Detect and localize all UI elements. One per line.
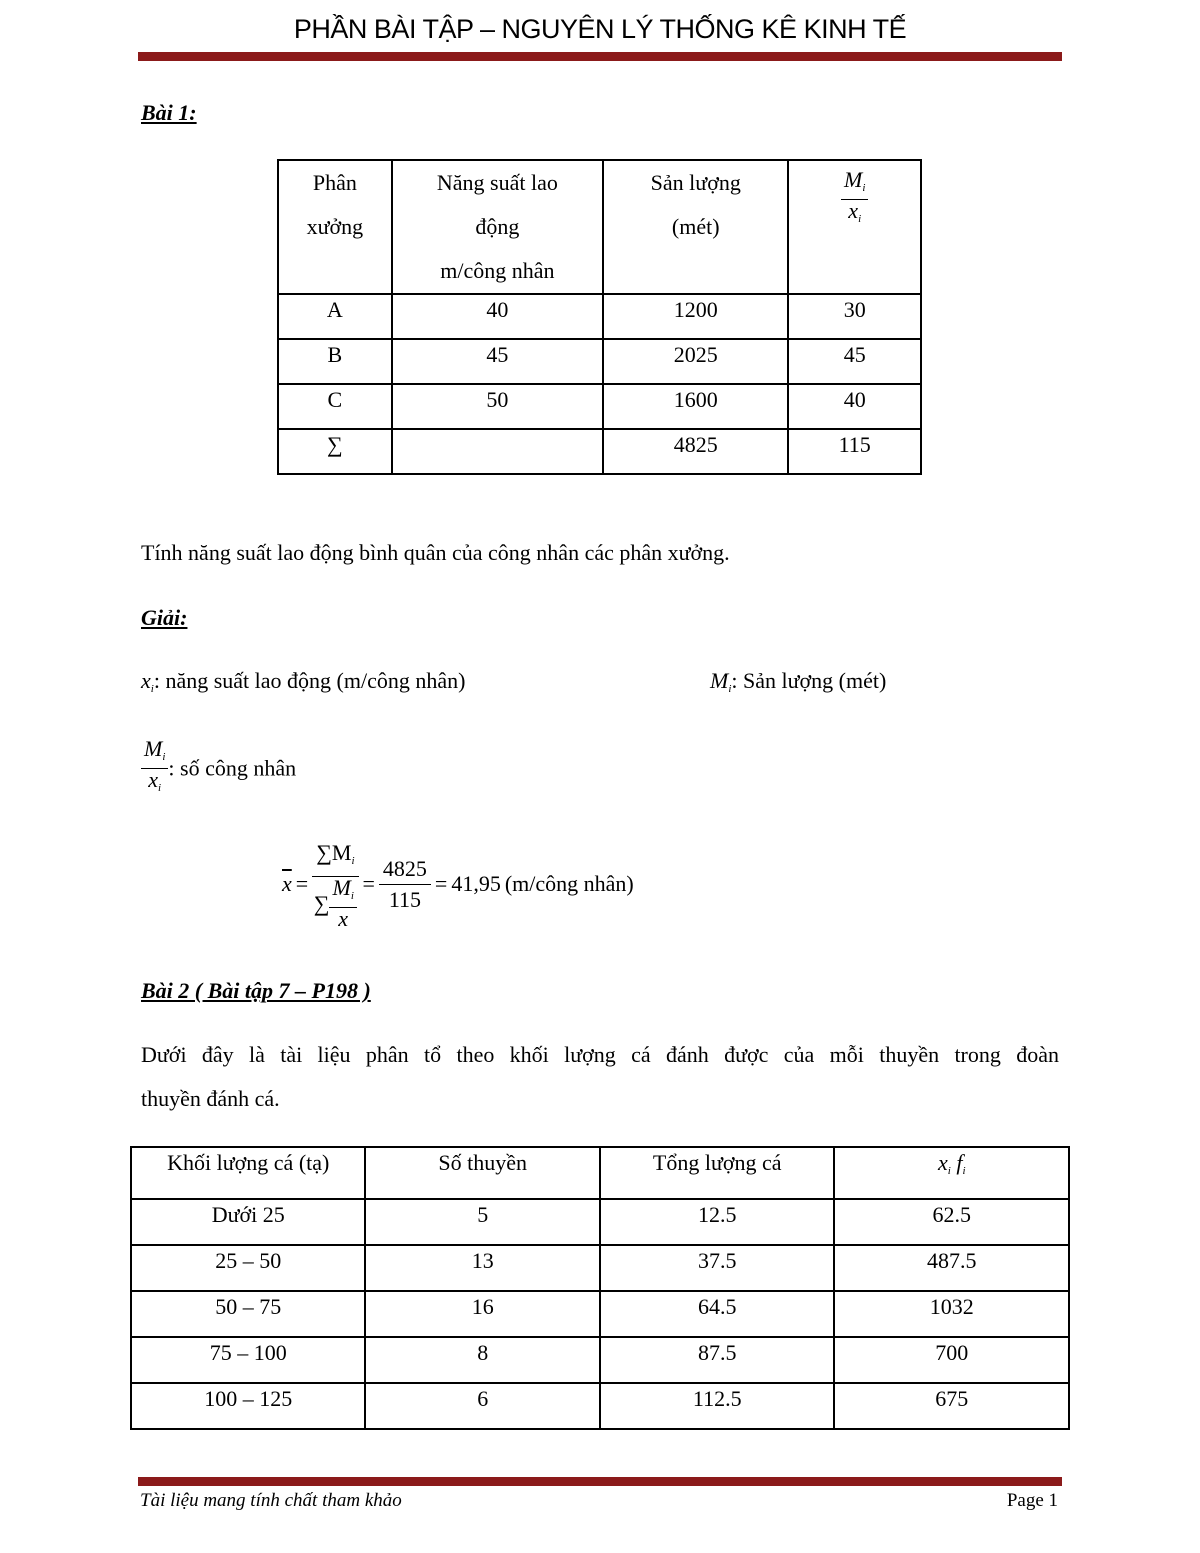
solution-heading: Giải: <box>141 605 188 630</box>
bai2-intro-line1: Dưới đây là tài liệu phân tổ theo khối lượng cá đánh được của mỗi thuyền trong đoàn <box>141 1042 1059 1067</box>
header-cell-xf: $x_i$ $f_i$ <box>834 1147 1069 1199</box>
footer-rule <box>138 1477 1062 1486</box>
formula-fraction-1: $\sum M_i$ ∑ $\frac{M_i}{x}$ <box>312 838 358 930</box>
bai2-heading: Bài 2 ( Bài tập 7 – P198 ) <box>141 978 371 1003</box>
header-cell: Năng suất lao động m/công nhân <box>392 160 603 294</box>
table-row: 100 – 125 6 112.5 675 <box>131 1383 1069 1429</box>
page-header-title: PHẦN BÀI TẬP – NGUYÊN LÝ THỐNG KÊ KINH TẾ <box>293 14 907 44</box>
bai1-table <box>277 159 922 475</box>
header-cell: Sản lượng (mét) <box>603 160 788 294</box>
bai2-intro-line2: thuyền đánh cá. <box>141 1086 280 1111</box>
table-row: C 50 1600 40 <box>278 384 921 429</box>
footer-note: Tài liệu mang tính chất tham khảo <box>140 1490 402 1511</box>
header-cell: Phân xưởng <box>278 160 392 294</box>
header-rule <box>138 52 1062 61</box>
bai2-table <box>130 1146 1070 1430</box>
page-number: Page 1 <box>1006 1490 1058 1511</box>
table-header-row <box>278 160 921 294</box>
table-row: 25 – 50 13 37.5 487.5 <box>131 1245 1069 1291</box>
table-row: B 45 2025 45 <box>278 339 921 384</box>
table-row: 50 – 75 16 64.5 1032 <box>131 1291 1069 1337</box>
definition-m: $M_i$: Sản lượng (mét) <box>710 668 887 695</box>
definition-ratio: $\frac{M_i}{x_i}$ : số công nhân <box>141 738 296 799</box>
table-row-total: ∑ 4825 115 <box>278 429 921 474</box>
table-row: 75 – 100 8 87.5 700 <box>131 1337 1069 1383</box>
ratio-fraction: $\frac{M_i}{x_i}$ <box>841 169 868 230</box>
ratio-fraction: $\frac{M_i}{x_i}$ <box>141 738 168 799</box>
table-header-row: Khối lượng cá (tạ) Số thuyền Tổng lượng cá $x_i$ $f_i$ <box>131 1147 1069 1199</box>
header-cell-ratio <box>788 160 921 294</box>
mean-formula: $\overline{x}$ = $\sum M_i$ ∑ $\frac{M_i}{x}$ = $\frac{4825}{115}$ = 41,95 (m/công nhân) <box>282 840 634 931</box>
bai1-question: Tính năng suất lao động bình quân của công nhân các phân xưởng. <box>141 540 730 565</box>
definition-x: $x_i$: năng suất lao động (m/công nhân) <box>141 668 466 695</box>
table-row: Dưới 25 5 12.5 62.5 <box>131 1199 1069 1245</box>
table-row: A 40 1200 30 <box>278 294 921 339</box>
formula-fraction-2: $\frac{4825}{115}$ <box>379 854 431 915</box>
bai1-heading: Bài 1: <box>141 100 197 125</box>
